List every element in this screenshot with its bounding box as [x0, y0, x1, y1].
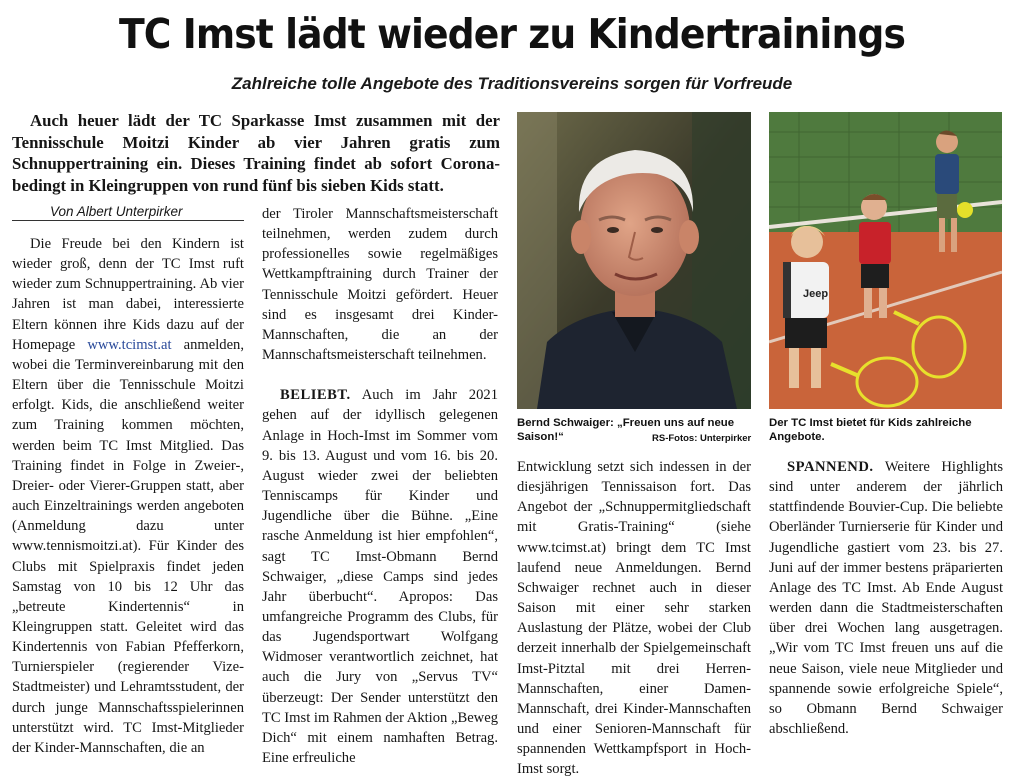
kids-caption: Der TC Imst bietet für Kids zahlreiche Angebote.	[769, 417, 972, 443]
column-2-paragraph-2	[262, 385, 498, 768]
text-run: Weitere Highlights sind unter anderem der jährlich stattfindende Bouvier-Cup. Die beliebte Oberländer Turnierserie für Kinder und Jugendliche gastiert vom 23. bis 27. Juni auf der immer bestens präparierten Anlage des TC Imst. Ab Ende August werden dann die Stadtmeisterschaften über drei Wochen lang ausgetragen. „Wir vom TC Imst freuen uns auf die neue Saison, viele neue Mitglieder und spannende sowie erfolgreiche Spiele“, so Obmann Bernd Schwaiger abschließend.	[769, 459, 1003, 738]
shirt-text: Jeep	[803, 288, 829, 300]
column-3	[517, 457, 751, 778]
byline: Von Albert Unterpirker	[12, 204, 244, 221]
article-subheadline: Zahlreiche tolle Angebote des Traditionsvereins sorgen für Vorfreude	[231, 74, 793, 93]
kids-photo	[769, 112, 1002, 409]
article-headline: TC Imst lädt wieder zu Kindertrainings	[118, 10, 905, 58]
photo-credit: RS-Fotos: Unterpirker	[652, 433, 752, 444]
text-run: Die Freude bei den Kindern ist wieder groß, denn der TC Imst ruft wieder zum Schnuppertraining. Ab vier Jahren ist man dabei, interessierte Eltern können ihre Kids dazu auf der Homepage	[12, 236, 244, 353]
column-4-paragraph	[769, 457, 1003, 739]
column-2	[262, 204, 498, 767]
portrait-illustration	[517, 112, 751, 409]
section-keyword-beliebt: BELIEBT.	[280, 387, 351, 404]
text-run: Auch im Jahr 2021 gehen auf der idyllisch gelegenen Anlage in Hoch-Imst im Sommer vom 9. bis 13. August und vom 16. bis 20. August wieder zwei der beliebten Tenniscamps für Kinder und Jugendliche über die Bühne. „Eine rasche Anmeldung ist hier empfohlen“, sagt TC Imst-Obmann Bernd Schwaiger, „diese Camps sind jedes Jahr überbucht“. Apropos: Das umfangreiche Programm des Clubs, für das Jugendsportwart Wolfgang Widmoser verantwortlich zeichnet, hat auch die Jury von „Servus TV“ überzeugt: Der Sender unterstützt den TC Imst im Rahmen der Aktion „Beweg Dich“ mit einem namhaften Betrag. Eine erfreuliche	[262, 387, 498, 767]
portrait-caption: Bernd Schwaiger: „Freuen uns auf neue Saison!“	[517, 417, 735, 443]
column-1-paragraph	[12, 234, 244, 758]
portrait-photo	[517, 112, 751, 409]
column-1	[12, 234, 244, 754]
section-keyword-spannend: SPANNEND.	[787, 459, 874, 475]
text-run: anmelden, wobei die Terminvereinbarung mit den Eltern über die Tennisschule Moitzi erfolgt. Kids, die anschließend weiter zum Training kommen möchten, werden beim TC Imst Mitglied. Das Training findet in Folge in Zweier-, Dreier- oder Vierer-Gruppen statt, aber auch Einzeltrainings werden angeboten (Anmeldung dazu unter www.tennismoitzi.at). Für Kinder des Clubs mit Spielpraxis findet jeden Samstag von 10 bis 12 Uhr das „betreute Kindertennis“ in Kleingruppen statt. Geleitet wird das Kindertennis von Fabian Pfefferkorn, Turnierspieler (regierender Vize-Stadtmeister) und Lehramtsstudent, der durch junge Mannschaftsspielerinnen unterstützt wird. TC Imst-Mitglieder der Kinder-Mannschaften, die an	[12, 336, 244, 756]
column-4	[769, 457, 1003, 754]
article-lead: Auch heuer lädt der TC Sparkasse Imst zusammen mit der Tennisschule Moitzi Kinder ab vier Jahren gratis zum Schnuppertraining ein. Dieses Training findet ab sofort Corona-bedingt in Kleingruppen von rund fünf bis sieben Kids statt.	[12, 111, 500, 196]
homepage-link[interactable]: www.tcimst.at	[87, 336, 172, 353]
kids-illustration	[769, 112, 1002, 409]
column-3-paragraph: Entwicklung setzt sich indessen in der diesjährigen Tennissaison fort. Das Angebot der „Schnuppermitgliedschaft mit Gratis-Training“ (siehe www.tcimst.at) bringt dem TC Imst laufend neue Anmeldungen. Bernd Schwaiger rechnet auch in dieser Saison mit einer sehr starken Auslastung der Plätze, wobei der Club derzeit innerhalb der Spielgemeinschaft Imst-Pitztal mit drei Herren-Mannschaften, einer Damen-Mannschaft, drei Kinder-Mannschaften und einer Senioren-Mannschaft für spannenden Wettkampfsport in Hoch-Imst sorgt.	[517, 459, 751, 778]
column-2-paragraph-1: der Tiroler Mannschaftsmeisterschaft teilnehmen, werden zudem durch professionelles sowie regelmäßiges Wettkampftraining durch Trainer der Tennisschule Moitzi gefördert. Heuer sind es insgesamt drei Kinder-Mannschaften, die an der Mannschaftsmeisterschaft teilnehmen.	[262, 206, 498, 364]
